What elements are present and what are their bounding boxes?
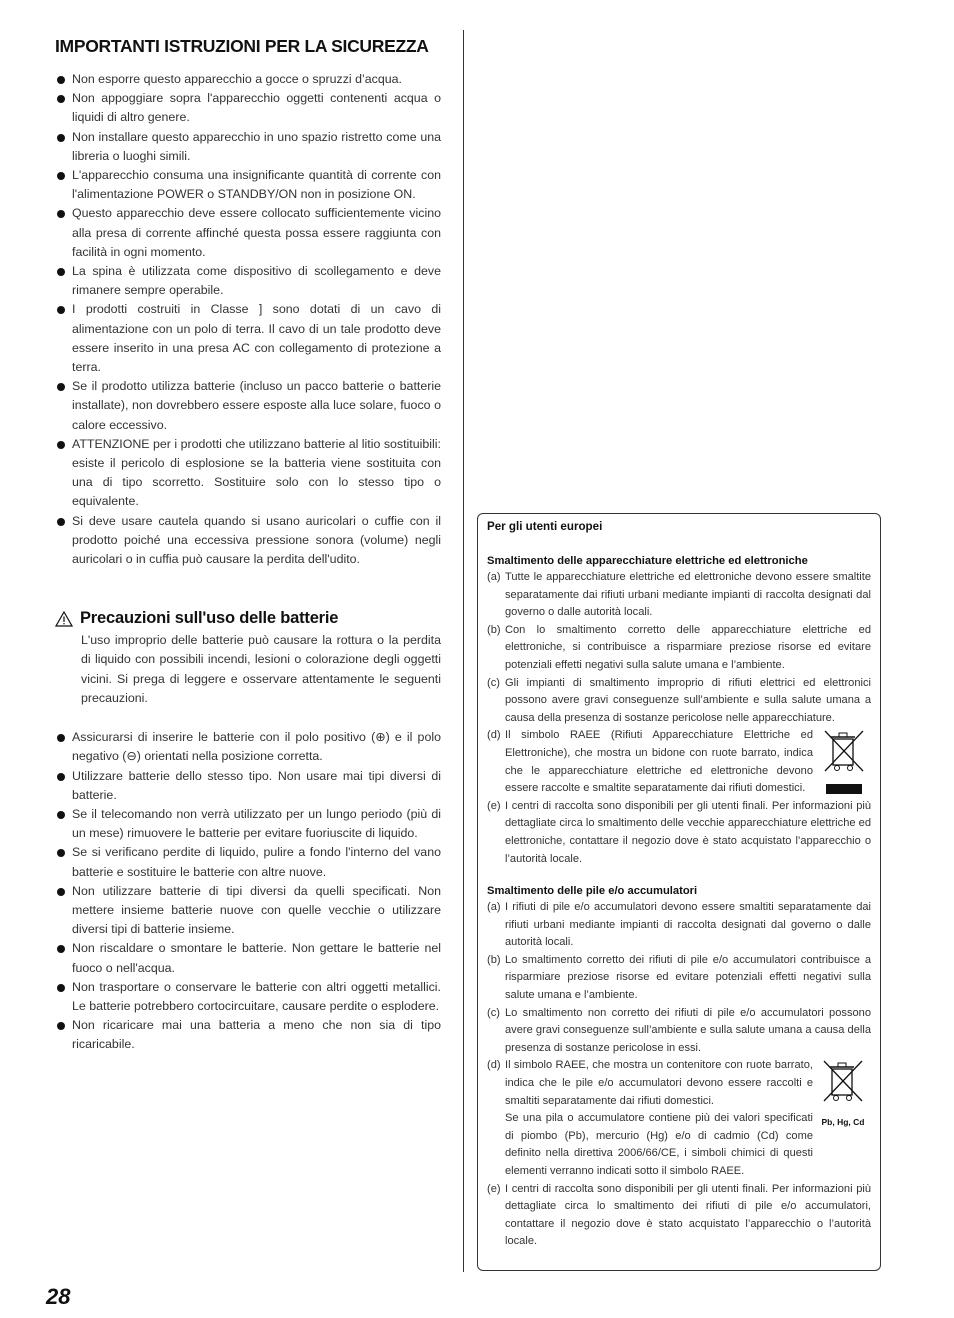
list-item: Non appoggiare sopra l'apparecchio oggetti contenenti acqua o liquidi di altro genere. bbox=[55, 89, 441, 127]
left-column bbox=[55, 36, 441, 1055]
battery-weee-symbol bbox=[815, 1057, 871, 1131]
list-item: Non riscaldare o smontare le batterie. Non gettare le batterie nel fuoco o nell'acqua. bbox=[55, 939, 441, 977]
list-item: Non esporre questo apparecchio a gocce o spruzzi d’acqua. bbox=[55, 70, 441, 89]
column-divider bbox=[463, 30, 464, 1272]
list-item: Non trasportare o conservare le batterie con altri oggetti metallici. Le batterie potrebbero cortocircuitare, causare perdite o esplodere. bbox=[55, 978, 441, 1016]
bullet-icon bbox=[57, 95, 65, 103]
safety-title: IMPORTANTI ISTRUZIONI PER LA SICUREZZA bbox=[55, 36, 429, 56]
list-item: ATTENZIONE per i prodotti che utilizzano batterie al litio sostituibili: esiste il pericolo di esplosione se la batteria viene sostituita con una di tipo scorretto. Sostituire solo con lo stesso tipo o equivalente. bbox=[55, 435, 441, 512]
page-number: 28 bbox=[46, 1284, 71, 1309]
list-item: (d) Il simbolo RAEE, che mostra un contenitore con ruote barrato, indica che le pile e/o accumulatori devono essere raccolti e smaltiti separatamente dai rifiuti domestici. Se una pila o accumulatore contiene più dei valori specificati di piombo (Pb), mercurio (Hg) e/o di cadmio (Cd) come definito nella direttiva 2006/66/CE, i simboli chimici di questi elementi verranno indicati sotto il simbolo RAEE. Pb, Hg, Cd bbox=[487, 1057, 871, 1180]
bullet-icon bbox=[57, 134, 65, 142]
battery-intro: L'uso improprio delle batterie può causare la rottura o la perdita di liquido con possibili incendi, lesioni o colorazione degli oggetti vicini. Si prega di leggere e osservare attentamente le seguenti precauzioni. bbox=[81, 633, 441, 705]
warning-icon bbox=[55, 611, 73, 627]
battery-section-header bbox=[55, 609, 441, 628]
bullet-icon bbox=[57, 1022, 65, 1030]
bullet-icon bbox=[57, 441, 65, 449]
crossed-bin-icon bbox=[816, 1057, 870, 1103]
list-item: L'apparecchio consuma una insignificante quantità di corrente con l'alimentazione POWER o STANDBY/ON non in posizione ON. bbox=[55, 166, 441, 204]
battery-disposal-title: Smaltimento delle pile e/o accumulatori bbox=[487, 885, 698, 898]
bullet-icon bbox=[57, 518, 65, 526]
list-item: (e) I centri di raccolta sono disponibili per gli utenti finali. Per informazioni più dettagliate circa lo smaltimento dei rifiuti di pile e/o accumulatori, contattare il negozio dove è stato acquistato l’apparecchio o l’autorità locale. bbox=[487, 1182, 871, 1248]
bullet-icon bbox=[57, 306, 65, 314]
weee-bar bbox=[826, 784, 862, 794]
bullet-icon bbox=[57, 849, 65, 857]
list-item: (b) Lo smaltimento corretto dei rifiuti di pile e/o accumulatori contribuisce a risparmiare preziose risorse ed evitare potenziali effetti negativi sulla salute umana e l’ambiente. bbox=[487, 953, 871, 1002]
bullet-icon bbox=[57, 76, 65, 84]
list-item: Se si verificano perdite di liquido, pulire a fondo l'interno del vano batterie e sostituire le batterie con altre nuove. bbox=[55, 843, 441, 881]
list-item: (e) I centri di raccolta sono disponibili per gli utenti finali. Per informazioni più dettagliate circa lo smaltimento delle vecchie apparecchiature elettriche ed elettroniche, contattare il negozio dove è stato acquistato l’apparecchio o l’autorità locale. bbox=[487, 799, 871, 865]
crossed-bin-icon bbox=[817, 727, 871, 773]
list-item: Assicurarsi di inserire le batterie con il polo positivo (⊕) e il polo negativo (⊖) orientati nella posizione corretta. bbox=[55, 728, 441, 766]
battery-section-title: Precauzioni sull'uso delle batterie bbox=[80, 609, 339, 628]
list-item: Questo apparecchio deve essere collocato sufficientemente vicino alla presa di corrente affinché questa possa essere raggiunta con facilità in ogni momento. bbox=[55, 204, 441, 262]
list-item: La spina è utilizzata come dispositivo di scollegamento e deve rimanere sempre operabile. bbox=[55, 262, 441, 300]
list-item: Non ricaricare mai una batteria a meno che non sia di tipo ricaricabile. bbox=[55, 1016, 441, 1054]
list-item: (c) Lo smaltimento non corretto dei rifiuti di pile e/o accumulatori possono avere gravi conseguenze sull’ambiente e sulla salute umana a causa della presenza di sostanze pericolose in essi. bbox=[487, 1006, 871, 1054]
list-item: (c) Gli impianti di smaltimento improprio di rifiuti elettrici ed elettronici possono avere gravi conseguenze sull’ambiente e sulla salute umana a causa della presenza di sostanze pericolose nelle apparecchiature. bbox=[487, 676, 871, 724]
safety-list bbox=[55, 70, 441, 569]
eu-disposal-box bbox=[477, 513, 881, 1271]
list-item: (a) I rifiuti di pile e/o accumulatori devono essere smaltiti separatamente dai rifiuti urbani mediante impianti di raccolta designati dal governo o dalle autorità locali. bbox=[487, 901, 871, 949]
bullet-icon bbox=[57, 383, 65, 391]
weee-title: Smaltimento delle apparecchiature elettriche ed elettroniche bbox=[487, 555, 808, 567]
list-item: I prodotti costruiti in Classe ] sono dotati di un cavo di alimentazione con un polo di terra. Il cavo di un tale prodotto deve essere inserito in una presa AC con collegamento di protezione a terra. bbox=[55, 300, 441, 377]
bullet-icon bbox=[57, 811, 65, 819]
list-item: (a) Tutte le apparecchiature elettriche ed elettroniche devono essere smaltite separatamente dai rifiuti urbani mediante impianti di raccolta designati dal governo o dalle autorità locali. bbox=[487, 571, 871, 619]
bullet-icon bbox=[57, 984, 65, 992]
list-item: Non installare questo apparecchio in uno spazio ristretto come una libreria o luoghi simili. bbox=[55, 128, 441, 166]
list-item: Se il telecomando non verrà utilizzato per un lungo periodo (più di un mese) rimuovere le batterie per evitare fuoriuscite di liquido. bbox=[55, 805, 441, 843]
battery-list bbox=[55, 728, 441, 1054]
bullet-icon bbox=[57, 172, 65, 180]
weee-symbol bbox=[817, 727, 871, 794]
bullet-icon bbox=[57, 210, 65, 218]
list-item: (b) Con lo smaltimento corretto delle apparecchiature elettriche ed elettroniche, si contribuisce a risparmiare preziose risorse ed evitare potenziali effetti negativi sulla salute umana e l’ambiente. bbox=[487, 623, 871, 671]
bullet-icon bbox=[57, 888, 65, 896]
chemical-symbols: Pb, Hg, Cd bbox=[821, 1117, 865, 1128]
eu-heading: Per gli utenti europei bbox=[487, 520, 603, 533]
list-item: (d) Il simbolo RAEE (Rifiuti Apparecchiature Elettriche ed Elettroniche), che mostra un bidone con ruote barrato, indica che le apparecchiature elettriche ed elettroniche devono essere raccolte e smaltite separatamente dai rifiuti domestici. bbox=[487, 727, 871, 797]
list-item: Si deve usare cautela quando si usano auricolari o cuffie con il prodotto poiché una eccessiva pressione sonora (volume) negli auricolari o in cuffia può causare la perdita dell'udito. bbox=[55, 512, 441, 570]
bullet-icon bbox=[57, 773, 65, 781]
bullet-icon bbox=[57, 268, 65, 276]
bullet-icon bbox=[57, 734, 65, 742]
list-item: Se il prodotto utilizza batterie (incluso un pacco batterie o batterie installate), non dovrebbero essere esposte alla luce solare, fuoco o calore eccessivo. bbox=[55, 377, 441, 435]
list-item: Non utilizzare batterie di tipi diversi da quelli specificati. Non mettere insieme batterie nuove con quelle vecchie o utilizzare diversi tipi di batterie insieme. bbox=[55, 882, 441, 940]
bullet-icon bbox=[57, 945, 65, 953]
list-item: Utilizzare batterie dello stesso tipo. Non usare mai tipi diversi di batterie. bbox=[55, 767, 441, 805]
